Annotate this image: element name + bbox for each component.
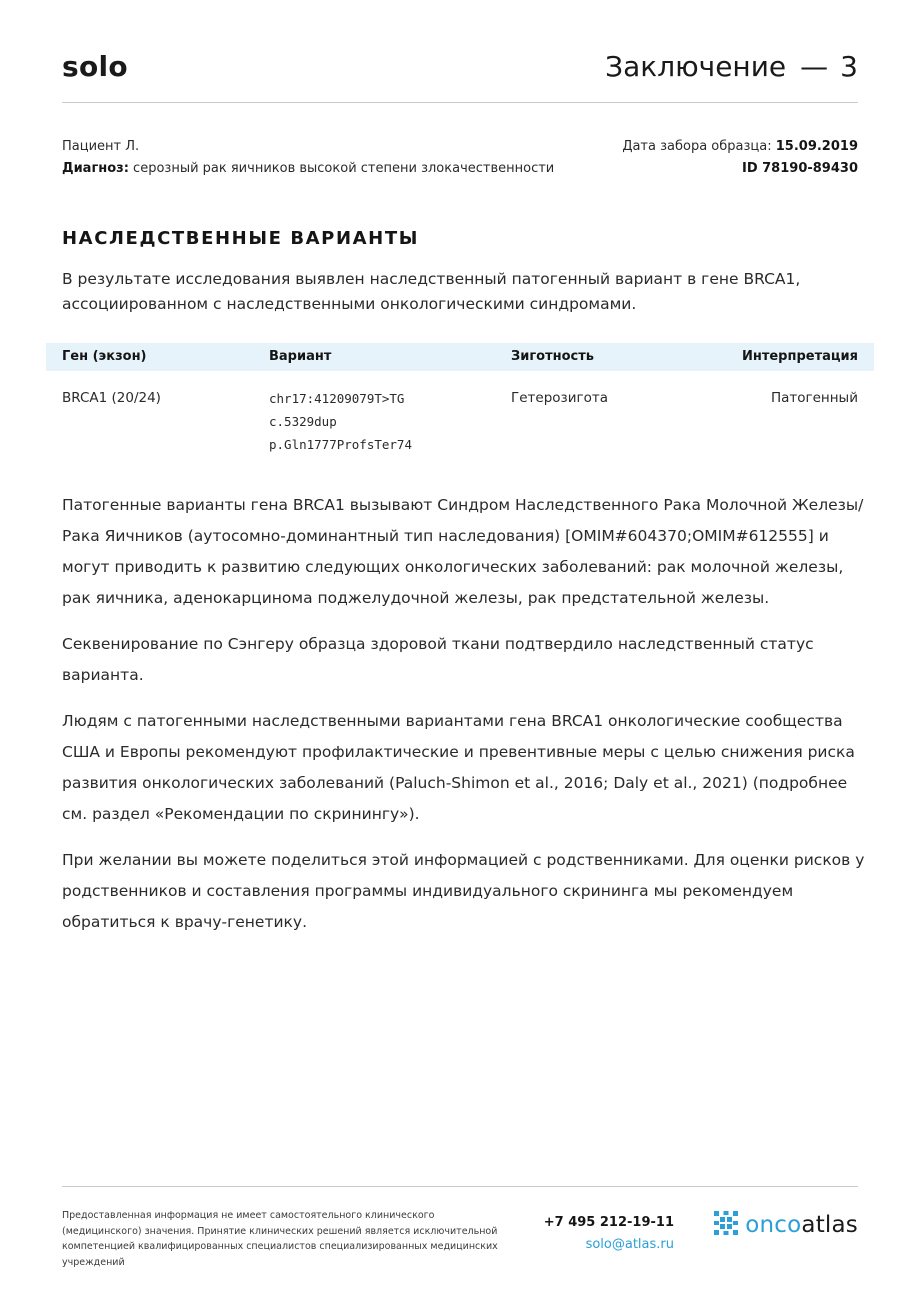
logo-part-onco: onco xyxy=(745,1212,802,1238)
patient-info-right xyxy=(622,136,858,180)
column-header-interpretation: Интерпретация xyxy=(741,349,858,364)
cell-variant xyxy=(269,387,412,456)
header-divider xyxy=(62,102,858,103)
sample-date-label: Дата забора образца: xyxy=(622,139,776,154)
logo-part-atlas: atlas xyxy=(801,1212,858,1238)
patient-info-left xyxy=(62,136,554,180)
variant-cdna: c.5329dup xyxy=(269,414,337,429)
title-dash: — xyxy=(800,50,829,83)
phone-number: +7 495 212-19-11 xyxy=(543,1215,674,1230)
section-intro: В результате исследования выявлен наследственный патогенный вариант в гене BRCA1, ассоциированном с наследственными онкологическими синдромами. xyxy=(62,270,801,313)
variant-genomic: chr17:41209079T>TG xyxy=(269,391,405,406)
document-title xyxy=(605,50,858,83)
diagnosis-label: Диагноз: xyxy=(62,161,129,176)
email-link[interactable]: solo@atlas.ru xyxy=(585,1237,674,1252)
oncoatlas-logo xyxy=(714,1210,858,1240)
cell-interpretation: Патогенный xyxy=(770,390,858,406)
oncoatlas-logo-icon xyxy=(714,1211,738,1239)
sample-date-line xyxy=(622,136,858,158)
cell-gene: BRCA1 (20/24) xyxy=(62,390,161,406)
paragraph: Патогенные варианты гена BRCA1 вызывают Синдром Наследственного Рака Молочной Железы/Рака Яичников (аутосомно-доминантный тип наследования) [OMIM#604370;OMIM#612555] и могут приводить к развитию следующих онкологических заболеваний: рак молочной железы, рак яичника, аденокарцинома поджелудочной железы, рак предстательной железы. xyxy=(62,496,864,607)
column-header-zygosity: Зиготность xyxy=(511,349,594,364)
contacts xyxy=(532,1212,674,1256)
variant-protein: p.Gln1777ProfsTer74 xyxy=(269,437,412,452)
page-footer xyxy=(62,1208,858,1268)
column-header-variant: Вариант xyxy=(269,349,332,364)
diagnosis-value: серозный рак яичников высокой степени злокачественности xyxy=(128,161,555,176)
brand-name: solo xyxy=(62,50,128,83)
footer-divider xyxy=(62,1186,858,1187)
paragraph: Секвенирование по Сэнгеру образца здоровой ткани подтвердило наследственный статус варианта. xyxy=(62,635,814,684)
disclaimer: Предоставленная информация не имеет самостоятельного клинического (медицинского) значения. Принятие клинических решений является исключительной компетенцией квалифицированных специалистов специализированных медицинских учреждений xyxy=(62,1210,498,1268)
page-number: 3 xyxy=(840,50,858,83)
table-header xyxy=(46,343,874,371)
diagnosis-line xyxy=(62,158,554,180)
patient-name: Пациент Л. xyxy=(62,139,140,154)
cell-zygosity: Гетерозигота xyxy=(511,390,608,406)
interpretation-text xyxy=(62,490,872,953)
paragraph: При желании вы можете поделиться этой информацией с родственниками. Для оценки рисков у родственников и составления программы индивидуального скрининга мы рекомендуем обратиться к врачу-генетику. xyxy=(62,851,865,931)
column-header-gene: Ген (экзон) xyxy=(62,349,147,364)
table-row xyxy=(46,371,874,461)
sample-id: ID 78190-89430 xyxy=(741,161,858,176)
sample-date-value: 15.09.2019 xyxy=(775,139,858,154)
title-text: Заключение xyxy=(605,50,787,83)
page-header xyxy=(62,50,858,90)
paragraph: Людям с патогенными наследственными вариантами гена BRCA1 онкологические сообщества США и Европы рекомендуют профилактические и превентивные меры с целью снижения риска развития онкологических заболеваний (Paluch-Shimon et al., 2016; Daly et al., 2021) (подробнее см. раздел «Рекомендации по скринингу»). xyxy=(62,712,855,823)
oncoatlas-wordmark xyxy=(745,1212,858,1238)
section-title: НАСЛЕДСТВЕННЫЕ ВАРИАНТЫ xyxy=(62,228,419,249)
variants-table xyxy=(46,343,874,461)
